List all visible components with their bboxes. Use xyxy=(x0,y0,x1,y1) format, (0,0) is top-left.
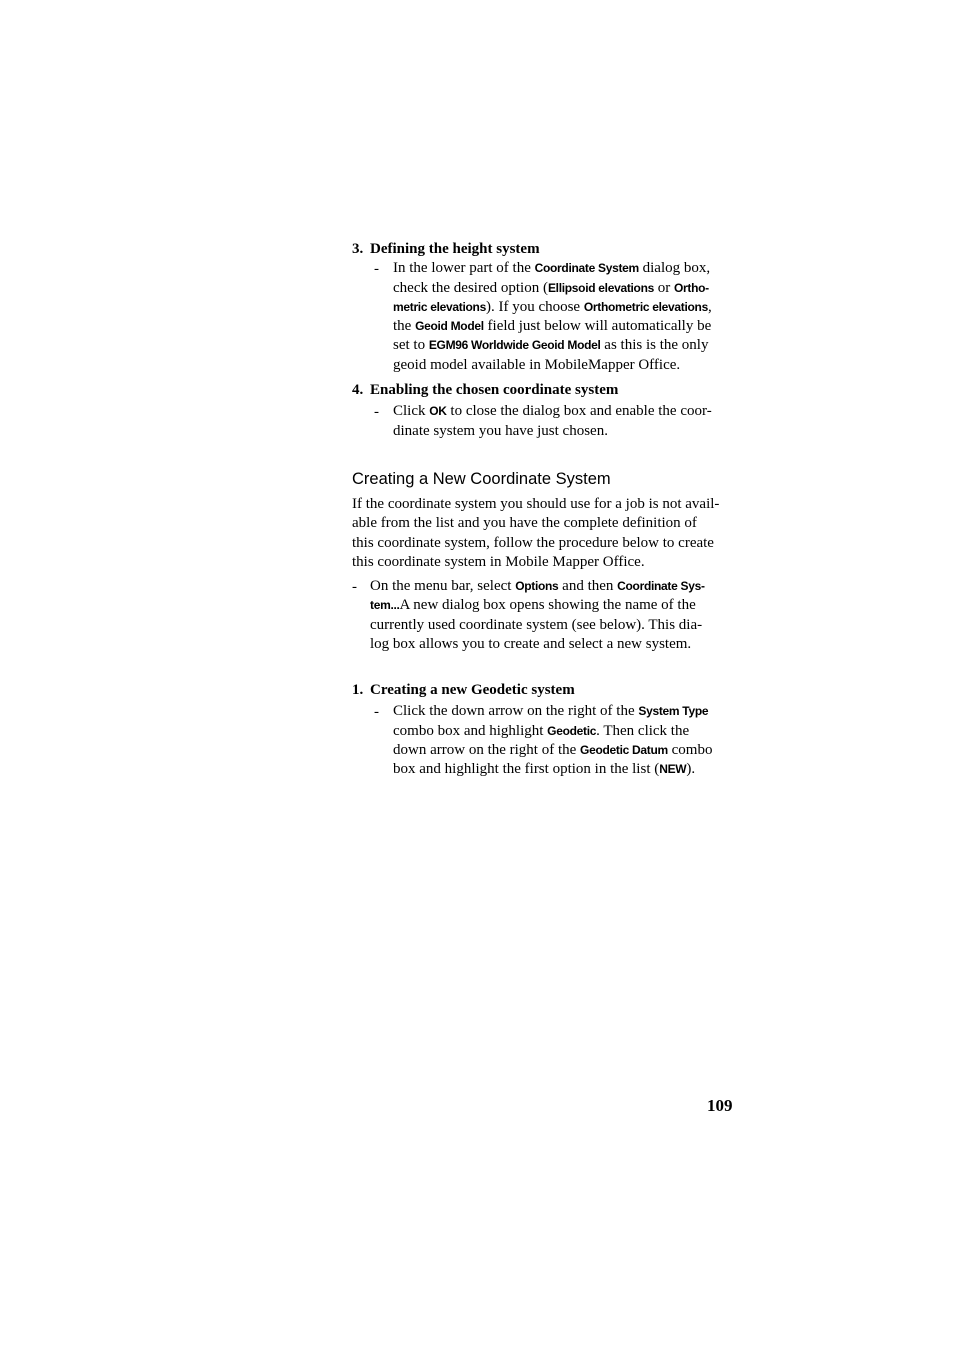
ui-label-geoid-model: Geoid Model xyxy=(415,319,484,334)
step-4-number: 4. xyxy=(352,382,364,398)
bullet-dash: - xyxy=(374,261,379,278)
step-3-bullet-text: - In the lower part of the Coordinate System dialog box, check the desired option (Ellipsoid elevations or Ortho- metric elevations). If you choose Orthometric elevations, the Geoid Model field just below will automatically be set to EGM96 Worldwide Geoid Model as this is the only geoid model available in MobileMapper Office. xyxy=(374,260,712,373)
ui-label-new: NEW xyxy=(659,762,687,777)
ui-label-coordinate-system: Coordinate System xyxy=(534,261,639,276)
step-3 xyxy=(352,240,752,375)
step-3-heading: 3. Defining the height system xyxy=(352,240,752,259)
ui-label-orthometric-part1: Ortho- xyxy=(674,280,709,295)
step-1 xyxy=(352,681,752,779)
step-1-number: 1. xyxy=(352,682,364,698)
ui-label-system-type: System Type xyxy=(638,704,709,719)
section-paragraph: If the coordinate system you should use for a job is not avail- able from the list and you have the complete definition of this coordinate system, follow the procedure below to create this coordinate system in Mobile Mapper Office. xyxy=(352,496,720,570)
step-1-heading: 1. Creating a new Geodetic system xyxy=(352,681,752,700)
bullet-dash: - xyxy=(374,404,379,421)
section-title: Creating a New Coordinate System xyxy=(352,470,611,488)
step-1-bullet-text: - Click the down arrow on the right of the System Type combo box and highlight Geodetic. Then click the down arrow on the right of the Geodetic Datum combo box and highlight the first option in the list (NEW). xyxy=(374,703,713,778)
step-4 xyxy=(352,381,752,441)
ui-label-options: Options xyxy=(515,579,559,593)
bullet-dash: - xyxy=(352,579,357,595)
ui-label-coordinate-system-menu-end: tem... xyxy=(370,598,400,613)
ui-label-geodetic-datum: Geodetic Datum xyxy=(580,742,668,757)
menu-instruction: - On the menu bar, select Options and then Coordinate Sys- tem...A new dialog box opens showing the name of the currently used coordinate system (see below). This dia- log box allows you to create and select a new system. xyxy=(352,578,705,652)
step-3-number: 3. xyxy=(352,241,364,257)
ui-label-orthometric-part2: metric elevations xyxy=(393,299,486,314)
ui-label-ellipsoid-elevations: Ellipsoid elevations xyxy=(547,280,654,295)
page-number: 109 xyxy=(707,1096,733,1115)
ui-label-orthometric-elevations: Orthometric elevations xyxy=(583,299,708,314)
bullet-dash: - xyxy=(374,704,379,721)
step-4-heading: 4. Enabling the chosen coordinate system xyxy=(352,381,752,400)
ui-label-geodetic: Geodetic xyxy=(547,723,597,738)
ui-label-egm96: EGM96 Worldwide Geoid Model xyxy=(428,338,601,353)
ui-label-coordinate-system-menu: Coordinate Sys- xyxy=(617,579,705,593)
step-4-bullet-text: - Click OK to close the dialog box and enable the coor- dinate system you have just chosen. xyxy=(374,403,712,439)
ui-label-ok: OK xyxy=(429,404,447,419)
